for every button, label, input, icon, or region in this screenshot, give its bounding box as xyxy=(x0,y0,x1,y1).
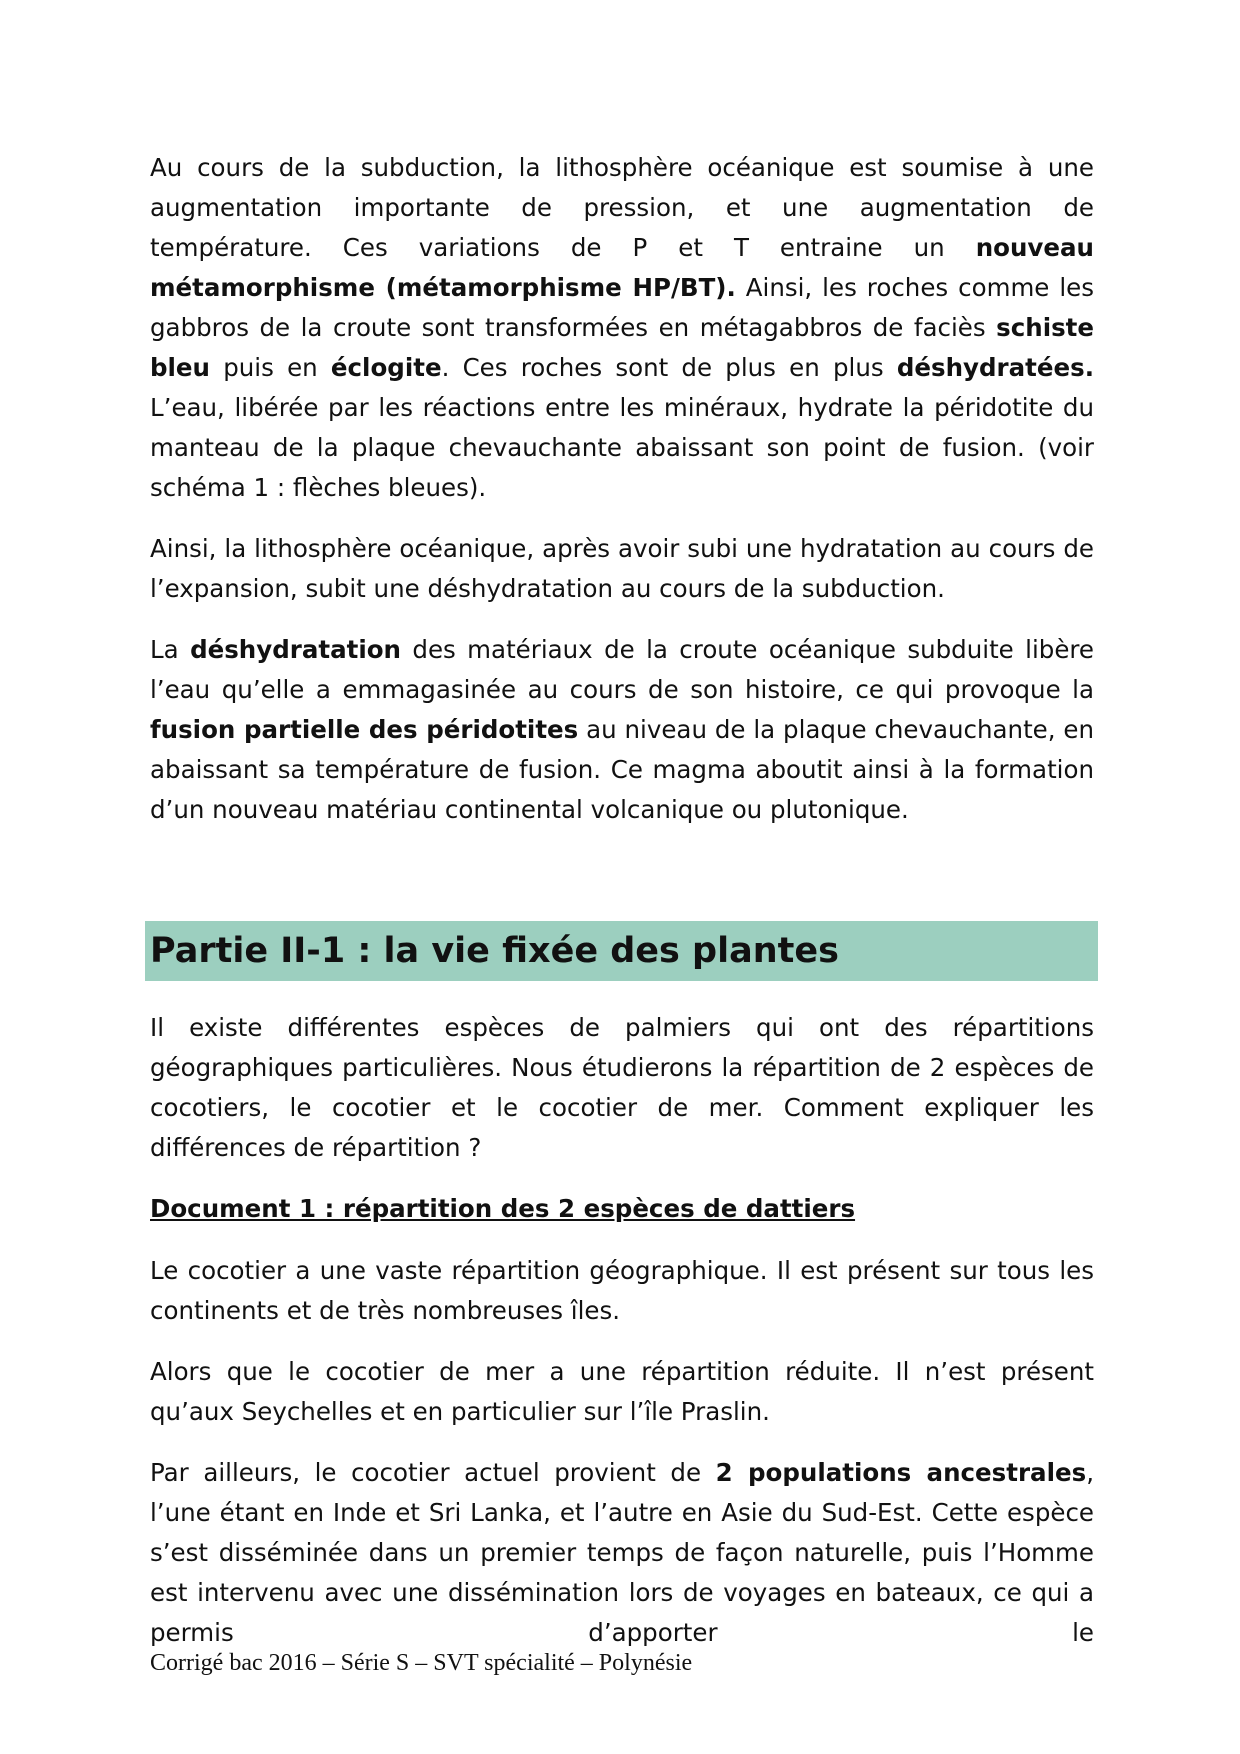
text-run: La xyxy=(150,635,191,664)
text-run: Par ailleurs, le cocotier actuel provient de xyxy=(150,1458,716,1487)
bold-term: déshydratation xyxy=(190,635,401,664)
text-run: . Ces roches sont de plus en plus xyxy=(441,353,897,382)
text-run: au niveau de la plaque chevauchante, en abaissant sa température de fusion. Ce magma aboutit ainsi à la formation d’un nouveau matériau continental volcanique ou plutonique. xyxy=(150,715,1095,824)
bold-term: nouveau métamorphisme (métamorphisme HP/BT). xyxy=(150,233,1094,302)
text-run: L’eau, libérée par les réactions entre les minéraux, hydrate la péridotite du manteau de la plaque chevauchante abaissant son point de fusion. (voir schéma 1 : flèches bleues). xyxy=(150,393,1094,502)
text-run: des matériaux de la croute océanique subduite libère l’eau qu’elle a emmagasinée au cours de son histoire, ce qui provoque la xyxy=(150,635,1094,704)
section-heading: Partie II-1 : la vie fixée des plantes xyxy=(145,921,1098,981)
bold-term: fusion partielle des péridotites xyxy=(150,715,579,744)
bold-term: schiste bleu xyxy=(150,313,1094,382)
bold-term: éclogite xyxy=(330,353,442,382)
paragraph-hydratation: Ainsi, la lithosphère océanique, après avoir subi une hydratation au cours de l’expansion, subit une déshydratation au cours de la subduction. xyxy=(150,534,1094,603)
page-body xyxy=(150,148,1094,1674)
page-footer: Corrigé bac 2016 – Série S – SVT spécialité – Polynésie xyxy=(150,1650,693,1676)
bold-term: 2 populations ancestrales xyxy=(715,1458,1087,1487)
paragraph-populations xyxy=(150,1453,1094,1653)
text-run: , l’une étant en Inde et Sri Lanka, et l’autre en Asie du Sud-Est. Cette espèce s’est disséminée dans un premier temps de façon naturelle, puis l’Homme est intervenu avec une dissémination lors de voyages en bateaux, ce qui a permis d’apporter le xyxy=(150,1458,1094,1647)
section-spacer xyxy=(150,851,1094,921)
paragraph-intro-palmiers: Il existe différentes espèces de palmiers qui ont des répartitions géographiques particulières. Nous étudierons la répartition de 2 espèces de cocotiers, le cocotier et le cocotier de mer. Comment expliquer les différences de répartition ? xyxy=(150,1013,1094,1162)
paragraph-subduction xyxy=(150,148,1094,508)
bold-term: déshydratées. xyxy=(896,353,1094,382)
text-run: puis en xyxy=(210,353,331,382)
paragraph-deshydratation xyxy=(150,630,1094,830)
paragraph-cocotier: Le cocotier a une vaste répartition géographique. Il est présent sur tous les continents et de très nombreuses îles. xyxy=(150,1256,1094,1325)
text-run: Ainsi, les roches comme les gabbros de la croute sont transformées en métagabbros de faciès xyxy=(150,273,1094,342)
paragraph-cocotier-de-mer: Alors que le cocotier de mer a une répartition réduite. Il n’est présent qu’aux Seychelles et en particulier sur l’île Praslin. xyxy=(150,1357,1094,1426)
text-run: Au cours de la subduction, la lithosphère océanique est soumise à une augmentation importante de pression, et une augmentation de température. Ces variations de P et T entraine un xyxy=(150,153,1094,262)
document-title: Document 1 : répartition des 2 espèces de dattiers xyxy=(150,1194,856,1223)
